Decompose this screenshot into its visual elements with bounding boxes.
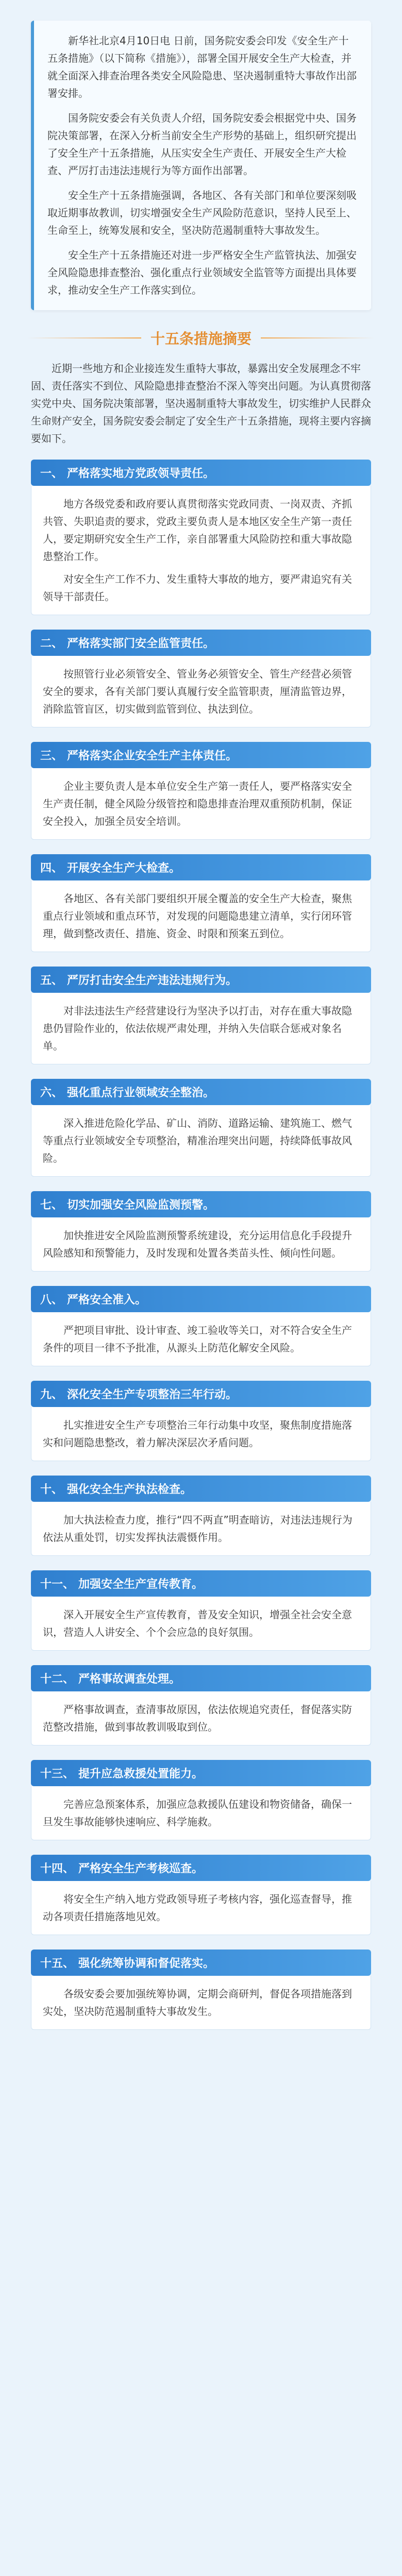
measure-banner — [31, 630, 371, 656]
measure-number: 六、 — [40, 1087, 63, 1099]
measure-banner — [31, 1950, 371, 1976]
measure-number: 十五、 — [40, 1957, 75, 1970]
measure-title: 提升应急救援处置能力。 — [78, 1768, 204, 1781]
measure-body — [31, 768, 371, 840]
measure-banner — [31, 460, 371, 486]
measure-paragraph: 完善应急预案体系，加强应急救援队伍建设和物资储备，确保一旦发生事故能够快速响应、科学施救。 — [43, 1798, 352, 1828]
measure-paragraph: 将安全生产纳入地方党政领导班子考核内容，强化巡查督导，推动各项责任措施落地见效。 — [43, 1893, 352, 1923]
divider-line-left — [28, 337, 141, 338]
measure-section — [31, 1476, 371, 1556]
measure-number: 十二、 — [40, 1673, 75, 1686]
intro-paragraph: 安全生产十五条措施强调，各地区、各有关部门和单位要深刻吸取近期事故教训，切实增强安全生产风险防范意识，坚持人民至上、生命至上，统筹发展和安全，坚决防范遏制重特大事故发生。 — [47, 189, 357, 236]
measure-body — [31, 1407, 371, 1461]
measure-paragraph: 严把项目审批、设计审查、竣工验收等关口，对不符合安全生产条件的项目一律不予批准，从源头上防范化解安全风险。 — [43, 1324, 352, 1354]
measure-number: 十、 — [40, 1483, 63, 1496]
section-divider — [0, 328, 402, 348]
measure-title: 强化安全生产执法检查。 — [67, 1483, 192, 1496]
measure-section — [31, 1950, 371, 2030]
measure-title: 严格落实部门安全监管责任。 — [67, 637, 215, 650]
measure-body — [31, 1502, 371, 1556]
intro-box — [31, 21, 371, 310]
measure-section — [31, 1855, 371, 1935]
measure-title: 深化安全生产专项整治三年行动。 — [67, 1388, 238, 1401]
measure-title: 加强安全生产宣传教育。 — [78, 1578, 204, 1591]
measure-body — [31, 656, 371, 727]
measure-paragraph: 深入推进危险化学品、矿山、消防、道路运输、建筑施工、燃气等重点行业领域安全专项整治，精准治理突出问题，持续降低事故风险。 — [43, 1117, 352, 1164]
measure-banner — [31, 742, 371, 768]
measure-number: 三、 — [40, 750, 63, 762]
measure-banner — [31, 967, 371, 993]
measure-section — [31, 742, 371, 840]
measure-body — [31, 1597, 371, 1651]
section-title: 十五条措施摘要 — [150, 331, 252, 347]
measure-section — [31, 967, 371, 1064]
measure-paragraph: 深入开展安全生产宣传教育，普及安全知识，增强全社会安全意识，营造人人讲安全、个个会应急的良好氛围。 — [43, 1608, 352, 1638]
lead-paragraph: 近期一些地方和企业接连发生重特大事故，暴露出安全发展理念不牢固、责任落实不到位、风险隐患排查整治不深入等突出问题。为认真贯彻落实党中央、国务院决策部署，坚决遏制重特大事故发生，切实维护人民群众生命财产安全，国务院安委会制定了安全生产十五条措施，现将主要内容摘要如下。 — [31, 362, 371, 445]
measure-banner — [31, 1476, 371, 1502]
measure-section — [31, 1665, 371, 1745]
measure-title: 开展安全生产大检查。 — [67, 862, 181, 875]
measure-body — [31, 993, 371, 1064]
intro-paragraph: 新华社北京4月10日电 日前，国务院安委会印发《安全生产十五条措施》（以下简称《措施》），部署全国开展安全生产大检查，并就全面深入排查治理各类安全风险隐患、坚决遏制重特大事故作出部署安排。 — [47, 35, 357, 99]
measure-number: 四、 — [40, 862, 63, 875]
measure-banner — [31, 1570, 371, 1597]
measure-paragraph: 企业主要负责人是本单位安全生产第一责任人，要严格落实安全生产责任制，健全风险分级管控和隐患排查治理双重预防机制，保证安全投入，加强全员安全培训。 — [43, 780, 352, 827]
measure-title: 严格安全准入。 — [67, 1294, 147, 1307]
measure-paragraph: 地方各级党委和政府要认真贯彻落实党政同责、一岗双责、齐抓共管、失职追责的要求，党政主要负责人是本地区安全生产第一责任人，要定期研究安全生产工作，亲自部署重大风险防控和重大事故隐患整治工作。 — [43, 498, 352, 563]
measure-title: 强化重点行业领域安全整治。 — [67, 1087, 215, 1099]
intro-paragraph: 国务院安委会有关负责人介绍，国务院安委会根据党中央、国务院决策部署，在深入分析当前安全生产形势的基础上，组织研究提出了安全生产十五条措施，从压实安全生产责任、开展安全生产大检查、严厉打击违法违规行为等方面作出部署。 — [47, 112, 357, 177]
measure-title: 严格安全生产考核巡查。 — [78, 1862, 204, 1875]
measure-body — [31, 1786, 371, 1840]
measure-title: 强化统筹协调和督促落实。 — [78, 1957, 215, 1970]
measure-body — [31, 1105, 371, 1177]
measure-section — [31, 1191, 371, 1272]
measure-section — [31, 1570, 371, 1651]
measure-body — [31, 1691, 371, 1745]
measure-banner — [31, 1286, 371, 1312]
measure-number: 七、 — [40, 1199, 63, 1212]
measure-section — [31, 854, 371, 952]
measure-body — [31, 880, 371, 952]
measure-title: 严格事故调查处理。 — [78, 1673, 181, 1686]
measure-banner — [31, 1191, 371, 1217]
measure-body — [31, 1881, 371, 1935]
measure-banner — [31, 1665, 371, 1691]
measure-body — [31, 1217, 371, 1272]
divider-line-right — [261, 337, 374, 338]
measure-paragraph: 对安全生产工作不力、发生重特大事故的地方，要严肃追究有关领导干部责任。 — [43, 573, 352, 603]
measure-number: 八、 — [40, 1294, 63, 1307]
measures-list — [0, 460, 402, 2030]
measure-section — [31, 1079, 371, 1177]
measure-title: 严格落实地方党政领导责任。 — [67, 467, 215, 480]
measure-banner — [31, 1079, 371, 1105]
measure-paragraph: 对非法违法生产经营建设行为坚决予以打击，对存在重大事故隐患仍冒险作业的，依法依规严肃处理，并纳入失信联合惩戒对象名单。 — [43, 1005, 352, 1052]
measure-body — [31, 486, 371, 615]
measure-number: 一、 — [40, 467, 63, 480]
measure-section — [31, 630, 371, 727]
measure-title: 切实加强安全风险监测预警。 — [67, 1199, 215, 1212]
measure-title: 严厉打击安全生产违法违规行为。 — [67, 974, 238, 987]
measure-banner — [31, 1855, 371, 1881]
measure-banner — [31, 1381, 371, 1407]
measure-paragraph: 按照管行业必须管安全、管业务必须管安全、管生产经营必须管安全的要求，各有关部门要认真履行安全监管职责，厘清监管边界，消除监管盲区，切实做到监管到位、执法到位。 — [43, 668, 352, 715]
measure-section — [31, 1760, 371, 1840]
measure-paragraph: 扎实推进安全生产专项整治三年行动集中攻坚，聚焦制度措施落实和问题隐患整改，着力解决深层次矛盾问题。 — [43, 1419, 352, 1449]
measure-banner — [31, 854, 371, 880]
measure-paragraph: 各地区、各有关部门要组织开展全覆盖的安全生产大检查，聚焦重点行业领域和重点环节，对发现的问题隐患建立清单，实行闭环管理，做到整改责任、措施、资金、时限和预案五到位。 — [43, 892, 352, 940]
measure-number: 十四、 — [40, 1862, 75, 1875]
intro-paragraph: 安全生产十五条措施还对进一步严格安全生产监管执法、加强安全风险隐患排查整治、强化重点行业领域安全监管等方面提出具体要求，推动安全生产工作落实到位。 — [47, 249, 357, 296]
measure-number: 十三、 — [40, 1768, 75, 1781]
measure-number: 二、 — [40, 637, 63, 650]
measure-paragraph: 各级安委会要加强统筹协调，定期会商研判，督促各项措施落到实处，坚决防范遏制重特大事故发生。 — [43, 1988, 352, 2018]
measure-number: 五、 — [40, 974, 63, 987]
measure-paragraph: 加大执法检查力度，推行“四不两直”明查暗访，对违法违规行为依法从重处罚，切实发挥执法震慑作用。 — [43, 1514, 353, 1544]
measure-section — [31, 1381, 371, 1461]
measure-banner — [31, 1760, 371, 1786]
measure-section — [31, 460, 371, 615]
measure-paragraph: 加快推进安全风险监测预警系统建设，充分运用信息化手段提升风险感知和预警能力，及时发现和处置各类苗头性、倾向性问题。 — [43, 1229, 352, 1259]
measure-title: 严格落实企业安全生产主体责任。 — [67, 750, 238, 762]
measure-section — [31, 1286, 371, 1366]
measure-number: 十一、 — [40, 1578, 75, 1591]
measure-body — [31, 1312, 371, 1366]
measure-paragraph: 严格事故调查，查清事故原因，依法依规追究责任，督促落实防范整改措施，做到事故教训吸取到位。 — [43, 1703, 352, 1733]
measure-number: 九、 — [40, 1388, 63, 1401]
measure-body — [31, 1976, 371, 2030]
